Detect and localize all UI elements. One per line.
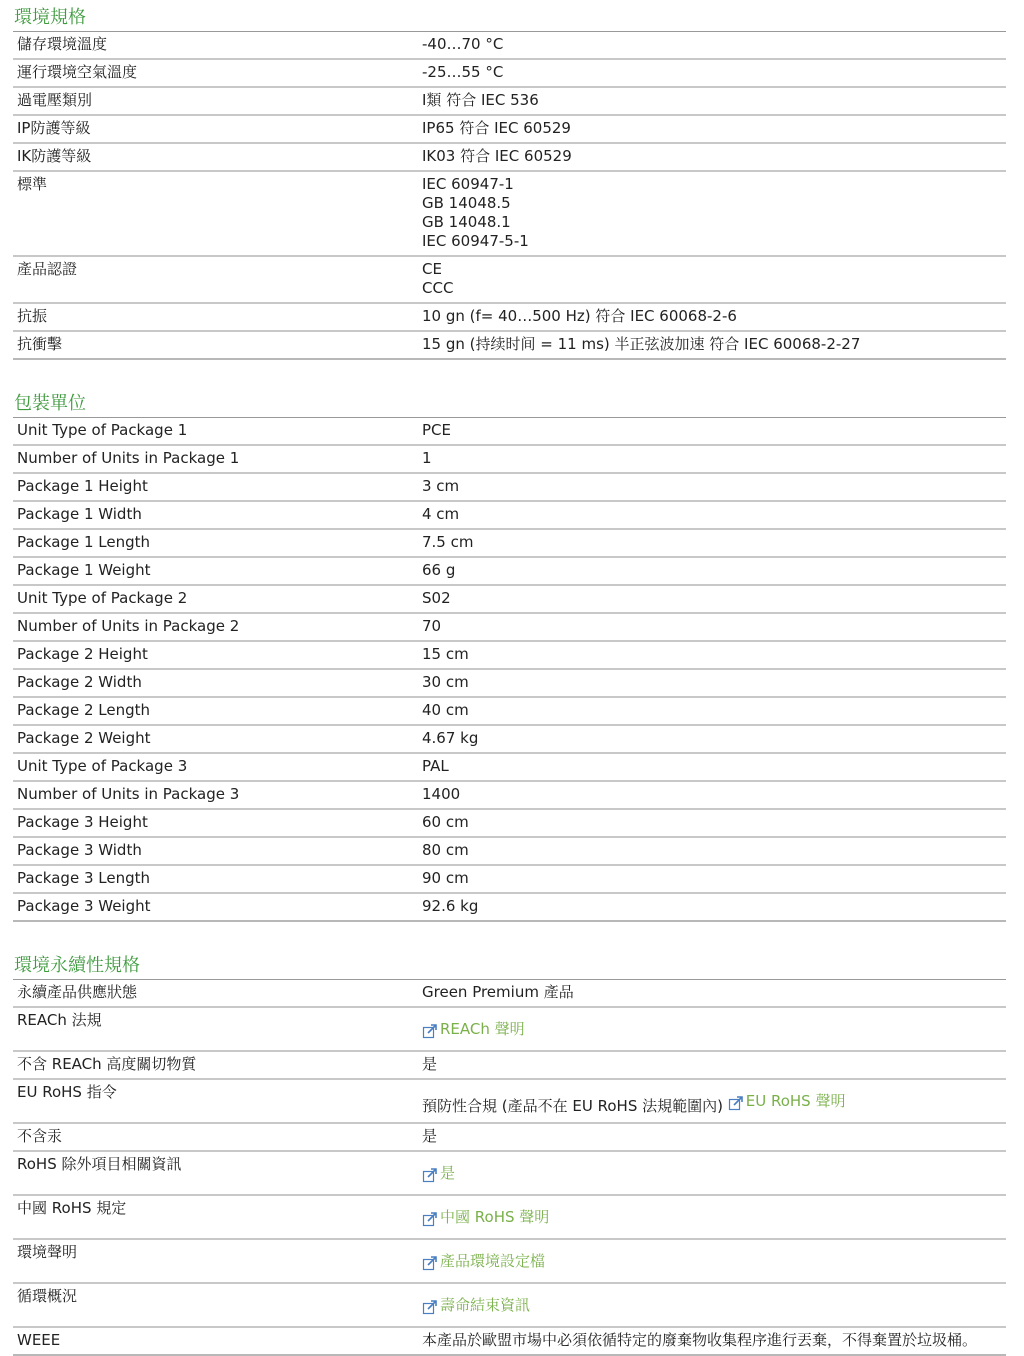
row-key: Package 3 Width bbox=[13, 837, 418, 865]
eu-rohs-value: 預防性合規 (產品不在 EU RoHS 法規範圍內) bbox=[422, 1097, 723, 1115]
external-link-icon bbox=[422, 1023, 438, 1039]
row-value-line: IEC 60947-5-1 bbox=[422, 232, 529, 250]
row-key: 儲存環境溫度 bbox=[13, 32, 418, 59]
row-value: 80 cm bbox=[418, 837, 1006, 865]
reach-declaration-link[interactable] bbox=[422, 1020, 525, 1039]
row-value-line: GB 14048.5 bbox=[422, 194, 511, 212]
table-row bbox=[13, 1151, 1006, 1195]
row-value: 7.5 cm bbox=[418, 529, 1006, 557]
section-title-packaging: 包裝單位 bbox=[13, 392, 1006, 418]
external-link-icon bbox=[728, 1095, 744, 1111]
environment-table bbox=[13, 32, 1006, 360]
row-key: 抗衝擊 bbox=[13, 331, 418, 359]
table-row bbox=[13, 613, 1006, 641]
row-key: Number of Units in Package 1 bbox=[13, 445, 418, 473]
external-link-icon bbox=[422, 1167, 438, 1183]
sustainability-table bbox=[13, 980, 1006, 1356]
row-value: 1 bbox=[418, 445, 1006, 473]
row-key: Package 2 Length bbox=[13, 697, 418, 725]
row-value: 是 bbox=[418, 1123, 1006, 1151]
row-key: Package 2 Weight bbox=[13, 725, 418, 753]
row-value-line: IEC 60947-1 bbox=[422, 175, 514, 193]
row-value: 本產品於歐盟市場中必須依循特定的廢棄物收集程序進行丟棄，不得棄置於垃圾桶。 bbox=[418, 1327, 1006, 1355]
row-value: IP65 符合 IEC 60529 bbox=[418, 115, 1006, 143]
row-value-line: GB 14048.1 bbox=[422, 213, 511, 231]
table-row bbox=[13, 143, 1006, 171]
end-of-life-info-link[interactable] bbox=[422, 1296, 530, 1315]
table-row bbox=[13, 445, 1006, 473]
row-value: 15 cm bbox=[418, 641, 1006, 669]
link-label: 壽命結束資訊 bbox=[440, 1296, 531, 1314]
row-value: IK03 符合 IEC 60529 bbox=[418, 143, 1006, 171]
table-row bbox=[13, 697, 1006, 725]
row-key: Package 2 Width bbox=[13, 669, 418, 697]
table-row bbox=[13, 781, 1006, 809]
row-key: Package 2 Height bbox=[13, 641, 418, 669]
row-value bbox=[418, 1151, 1006, 1195]
row-value: 4 cm bbox=[418, 501, 1006, 529]
table-row bbox=[13, 1195, 1006, 1239]
row-key: Unit Type of Package 3 bbox=[13, 753, 418, 781]
row-key: 標準 bbox=[13, 171, 418, 256]
row-key: Package 3 Length bbox=[13, 865, 418, 893]
row-value: Green Premium 產品 bbox=[418, 980, 1006, 1007]
row-value: 30 cm bbox=[418, 669, 1006, 697]
row-key: 產品認證 bbox=[13, 256, 418, 303]
product-environmental-profile-link[interactable] bbox=[422, 1252, 545, 1271]
row-value bbox=[418, 1195, 1006, 1239]
row-value bbox=[418, 1079, 1006, 1123]
row-key: Number of Units in Package 2 bbox=[13, 613, 418, 641]
link-label: 產品環境設定檔 bbox=[440, 1252, 546, 1270]
china-rohs-declaration-link[interactable] bbox=[422, 1208, 549, 1227]
row-value bbox=[418, 1283, 1006, 1327]
external-link-icon bbox=[422, 1211, 438, 1227]
row-key: WEEE bbox=[13, 1327, 418, 1355]
external-link-icon bbox=[422, 1299, 438, 1315]
row-key: Number of Units in Package 3 bbox=[13, 781, 418, 809]
row-key: 不含 REACh 高度關切物質 bbox=[13, 1051, 418, 1079]
link-label: EU RoHS 聲明 bbox=[745, 1092, 846, 1110]
row-value: 10 gn (f= 40…500 Hz) 符合 IEC 60068-2-6 bbox=[418, 303, 1006, 331]
row-value: 90 cm bbox=[418, 865, 1006, 893]
table-row bbox=[13, 87, 1006, 115]
row-value: 40 cm bbox=[418, 697, 1006, 725]
row-key: Package 3 Weight bbox=[13, 893, 418, 921]
link-label: REACh 聲明 bbox=[440, 1020, 525, 1038]
row-key: 過電壓類別 bbox=[13, 87, 418, 115]
row-value-line: CCC bbox=[422, 279, 454, 297]
eu-rohs-declaration-link[interactable] bbox=[728, 1092, 846, 1111]
row-key: Unit Type of Package 2 bbox=[13, 585, 418, 613]
section-title-environment: 環境規格 bbox=[13, 6, 1006, 32]
row-value: S02 bbox=[418, 585, 1006, 613]
table-row bbox=[13, 59, 1006, 87]
table-row bbox=[13, 529, 1006, 557]
table-row bbox=[13, 753, 1006, 781]
table-row bbox=[13, 557, 1006, 585]
row-key: REACh 法規 bbox=[13, 1007, 418, 1051]
table-row bbox=[13, 473, 1006, 501]
row-value: 4.67 kg bbox=[418, 725, 1006, 753]
row-value: 15 gn (持续时间 = 11 ms) 半正弦波加速 符合 IEC 60068-2-27 bbox=[418, 331, 1006, 359]
row-key: 環境聲明 bbox=[13, 1239, 418, 1283]
table-row bbox=[13, 501, 1006, 529]
row-key: Package 1 Height bbox=[13, 473, 418, 501]
section-title-sustainability: 環境永續性規格 bbox=[13, 954, 1006, 980]
row-key: IK防護等級 bbox=[13, 143, 418, 171]
row-value: PCE bbox=[418, 418, 1006, 445]
row-value bbox=[418, 1239, 1006, 1283]
row-key: 中國 RoHS 規定 bbox=[13, 1195, 418, 1239]
row-value: -40…70 °C bbox=[418, 32, 1006, 59]
external-link-icon bbox=[422, 1255, 438, 1271]
row-value: I類 符合 IEC 536 bbox=[418, 87, 1006, 115]
row-value: 1400 bbox=[418, 781, 1006, 809]
rohs-exemption-link[interactable] bbox=[422, 1164, 455, 1183]
table-row bbox=[13, 331, 1006, 359]
table-row bbox=[13, 725, 1006, 753]
table-row bbox=[13, 669, 1006, 697]
row-key: Unit Type of Package 1 bbox=[13, 418, 418, 445]
table-row bbox=[13, 1079, 1006, 1123]
row-key: IP防護等級 bbox=[13, 115, 418, 143]
row-key: 運行環境空氣溫度 bbox=[13, 59, 418, 87]
table-row bbox=[13, 1051, 1006, 1079]
row-value: -25…55 °C bbox=[418, 59, 1006, 87]
link-label: 中國 RoHS 聲明 bbox=[440, 1208, 550, 1226]
packaging-table bbox=[13, 418, 1006, 922]
table-row bbox=[13, 980, 1006, 1007]
table-row bbox=[13, 837, 1006, 865]
table-row bbox=[13, 585, 1006, 613]
link-label: 是 bbox=[440, 1164, 456, 1182]
table-row bbox=[13, 893, 1006, 921]
table-row bbox=[13, 1007, 1006, 1051]
table-row bbox=[13, 303, 1006, 331]
table-row bbox=[13, 809, 1006, 837]
row-key: Package 3 Height bbox=[13, 809, 418, 837]
row-key: 循環概況 bbox=[13, 1283, 418, 1327]
row-key: EU RoHS 指令 bbox=[13, 1079, 418, 1123]
table-row bbox=[13, 1123, 1006, 1151]
row-key: 抗振 bbox=[13, 303, 418, 331]
row-key: 不含汞 bbox=[13, 1123, 418, 1151]
table-row bbox=[13, 1327, 1006, 1355]
table-row bbox=[13, 418, 1006, 445]
row-value: 60 cm bbox=[418, 809, 1006, 837]
table-row bbox=[13, 1283, 1006, 1327]
table-row bbox=[13, 256, 1006, 303]
row-value: 66 g bbox=[418, 557, 1006, 585]
row-value-line: CE bbox=[422, 260, 442, 278]
row-value: 3 cm bbox=[418, 473, 1006, 501]
row-value: 70 bbox=[418, 613, 1006, 641]
row-key: Package 1 Weight bbox=[13, 557, 418, 585]
table-row bbox=[13, 115, 1006, 143]
row-value: 是 bbox=[418, 1051, 1006, 1079]
table-row bbox=[13, 865, 1006, 893]
table-row bbox=[13, 1239, 1006, 1283]
row-value bbox=[418, 171, 1006, 256]
table-row bbox=[13, 32, 1006, 59]
row-value: PAL bbox=[418, 753, 1006, 781]
row-key: RoHS 除外項目相關資訊 bbox=[13, 1151, 418, 1195]
table-row bbox=[13, 641, 1006, 669]
row-key: Package 1 Length bbox=[13, 529, 418, 557]
row-value bbox=[418, 1007, 1006, 1051]
row-value bbox=[418, 256, 1006, 303]
table-row bbox=[13, 171, 1006, 256]
row-value: 92.6 kg bbox=[418, 893, 1006, 921]
row-key: Package 1 Width bbox=[13, 501, 418, 529]
row-key: 永續產品供應狀態 bbox=[13, 980, 418, 1007]
